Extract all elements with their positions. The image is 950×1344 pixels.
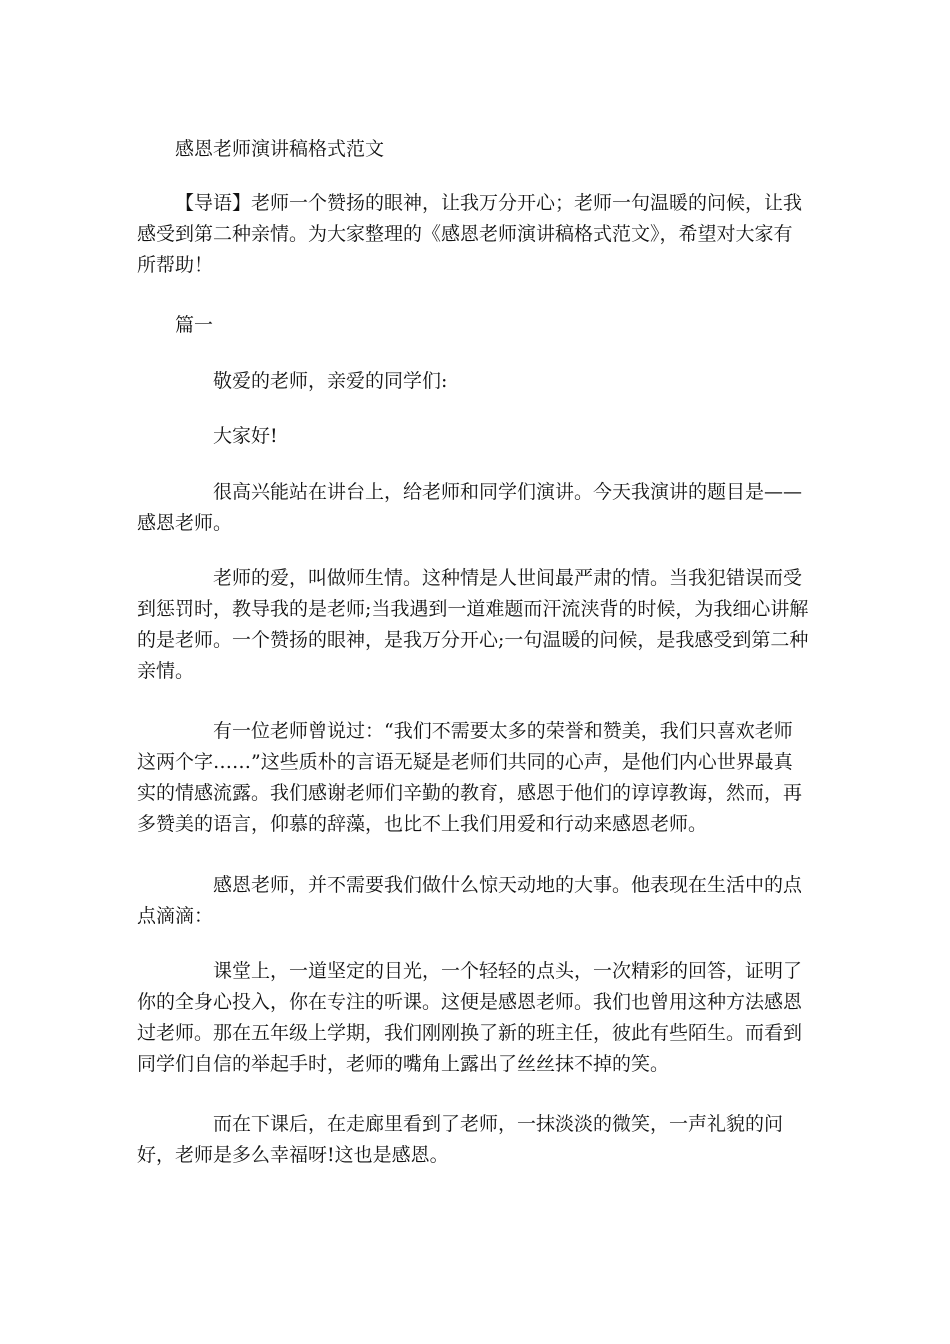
paragraph-body: 很高兴能站在讲台上，给老师和同学们演讲。今天我演讲的题目是——感恩老师。 <box>137 481 803 534</box>
intro-paragraph: 【导语】老师一个赞扬的眼神，让我万分开心；老师一句温暖的问候，让我感受到第二种亲情。为大家整理的《感恩老师演讲稿格式范文》，希望对大家有所帮助！ <box>137 192 803 276</box>
paragraph-body: 老师的爱，叫做师生情。这种情是人世间最严肃的情。当我犯错误而受到惩罚时，教导我的是老师;当我遇到一道难题而汗流浃背的时候，为我细心讲解的是老师。一个赞扬的眼神，是我万分开心;一句温暖的问候，是我感受到第二种亲情。 <box>137 567 809 682</box>
document-title: 感恩老师演讲稿格式范文 <box>175 138 385 160</box>
paragraph-body: 感恩老师，并不需要我们做什么惊天动地的大事。他表现在生活中的点点滴滴： <box>137 874 803 927</box>
paragraph-greeting: 大家好! <box>213 425 278 447</box>
paragraph-body: 课堂上，一道坚定的目光，一个轻轻的点头，一次精彩的回答，证明了你的全身心投入，你在专注的听课。这便是感恩老师。我们也曾用这种方法感恩过老师。那在五年级上学期，我们刚刚换了新的班主任，彼此有些陌生。而看到同学们自信的举起手时，老师的嘴角上露出了丝丝抹不掉的笑。 <box>137 960 803 1075</box>
paragraph-body: 有一位老师曾说过：“我们不需要太多的荣誉和赞美，我们只喜欢老师这两个字……”这些质朴的言语无疑是老师们共同的心声，是他们内心世界最真实的情感流露。我们感谢老师们辛勤的教育，感恩于他们的谆谆教诲，然而，再多赞美的语言，仰慕的辞藻，也比不上我们用爱和行动来感恩老师。 <box>137 720 803 835</box>
paragraph-body: 而在下课后，在走廊里看到了老师，一抹淡淡的微笑，一声礼貌的问好，老师是多么幸福呀!这也是感恩。 <box>137 1113 784 1166</box>
paragraph-salutation: 敬爱的老师，亲爱的同学们: <box>213 370 448 392</box>
section-label: 篇一 <box>175 314 214 336</box>
